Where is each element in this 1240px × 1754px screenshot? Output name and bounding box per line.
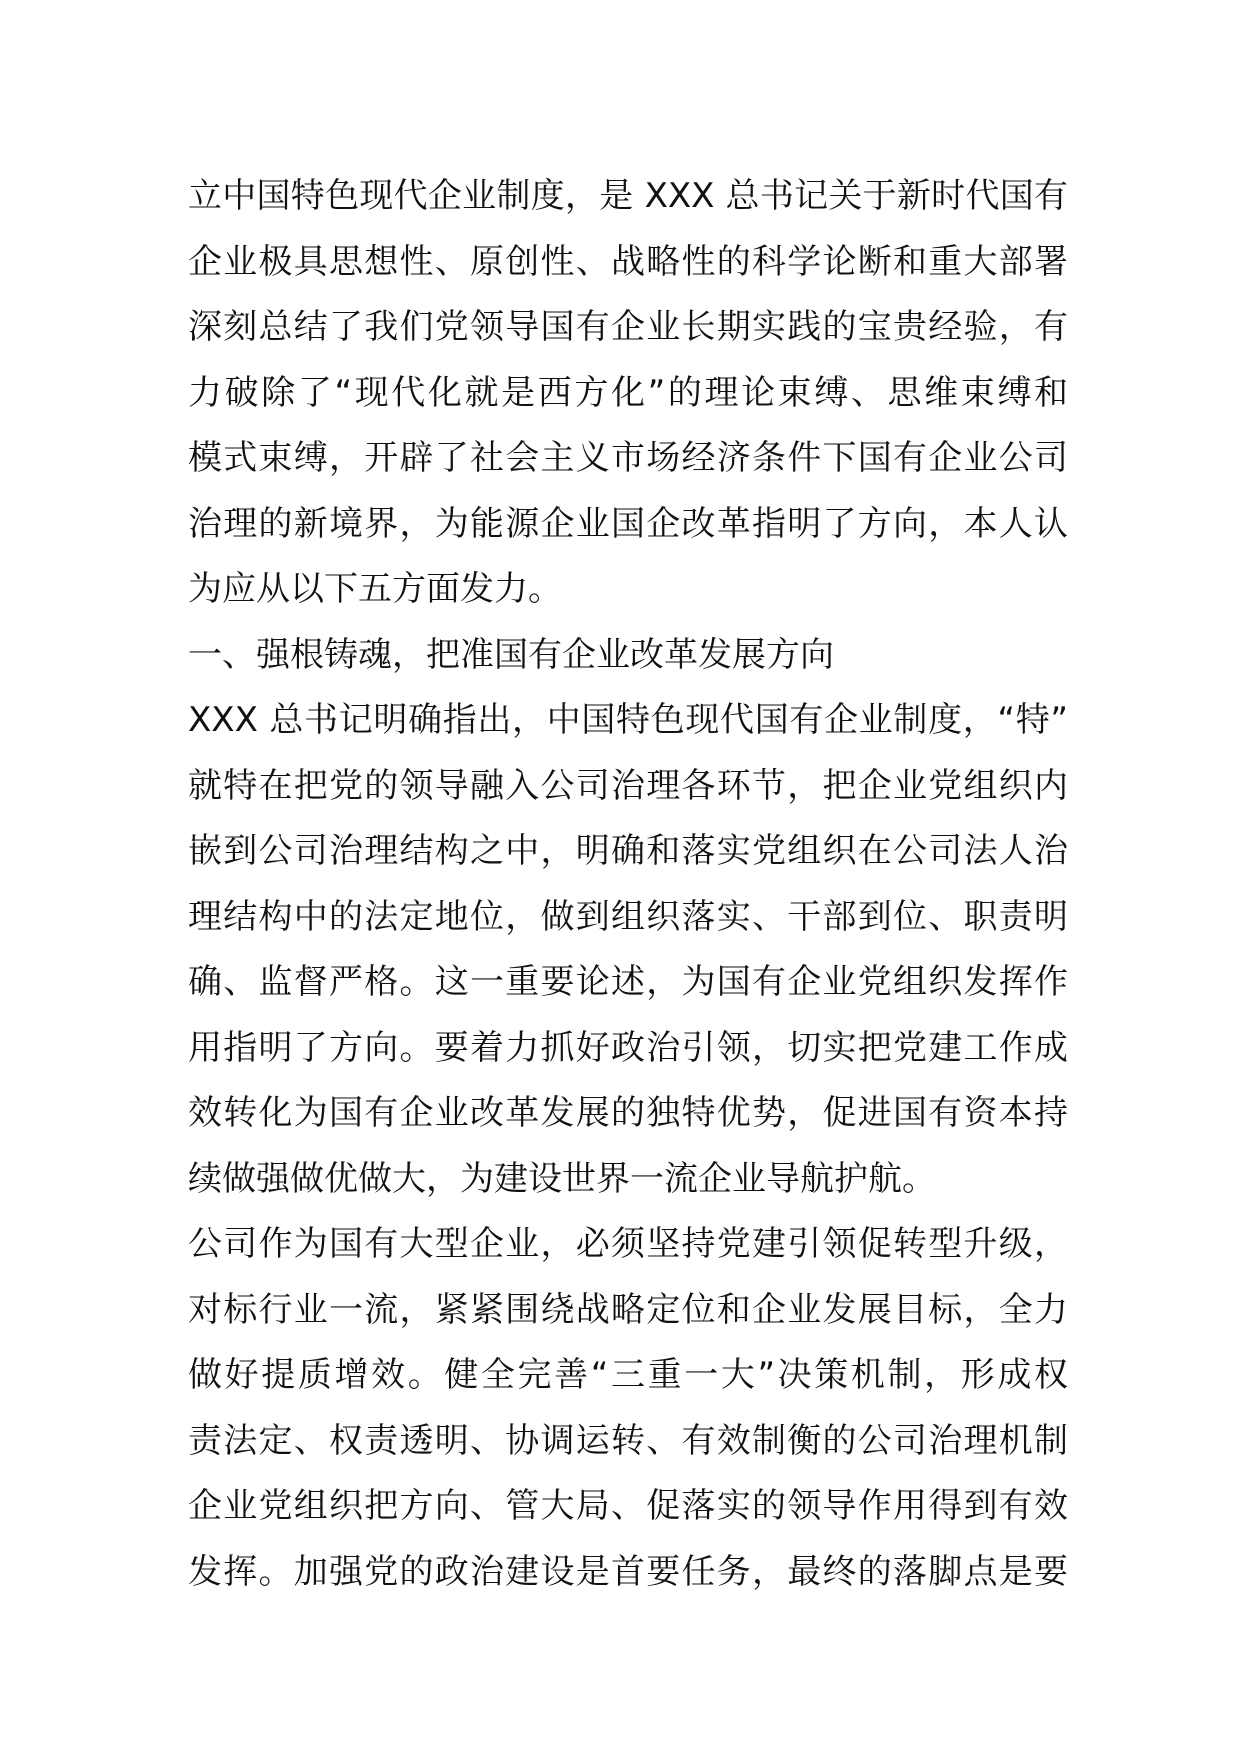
paragraph-line: 公司作为国有大型企业，必须坚持党建引领促转型升级， (188, 1224, 1068, 1264)
paragraph-line: 治理的新境界，为能源企业国企改革指明了方向，本人认 (188, 503, 1068, 544)
paragraph-line: 做好提质增效。健全完善“三重一大”决策机制，形成权 (188, 1355, 1068, 1395)
paragraph-line: 用指明了方向。要着力抓好政治引领，切实把党建工作成 (188, 1027, 1068, 1068)
paragraph-line: 模式束缚，开辟了社会主义市场经济条件下国有企业公司 (188, 438, 1068, 478)
paragraph-line: 立中国特色现代企业制度，是 XXX 总书记关于新时代国有 (188, 176, 1068, 216)
paragraph-line: 确、监督严格。这一重要论述，为国有企业党组织发挥作 (188, 962, 1068, 1002)
paragraph-line: 续做强做优做大，为建设世界一流企业导航护航。 (188, 1158, 936, 1199)
paragraph-line: 对标行业一流，紧紧围绕战略定位和企业发展目标，全力 (188, 1289, 1068, 1330)
section-heading: 一、强根铸魂，把准国有企业改革发展方向 (188, 634, 834, 675)
paragraph-line: 发挥。加强党的政治建设是首要任务，最终的落脚点是要 (188, 1551, 1068, 1592)
paragraph-line: 理结构中的法定地位，做到组织落实、干部到位、职责明 (188, 896, 1068, 937)
paragraph-line: 深刻总结了我们党领导国有企业长期实践的宝贵经验，有 (188, 307, 1068, 347)
paragraph-line: XXX 总书记明确指出，中国特色现代国有企业制度，“特” (188, 700, 1068, 740)
paragraph-line: 嵌到公司治理结构之中，明确和落实党组织在公司法人治 (188, 831, 1068, 871)
paragraph-line: 责法定、权责透明、协调运转、有效制衡的公司治理机制 (188, 1420, 1068, 1461)
paragraph-line: 为应从以下五方面发力。 (188, 569, 562, 609)
document-body (188, 164, 1068, 1605)
paragraph-line: 力破除了“现代化就是西方化”的理论束缚、思维束缚和 (188, 372, 1068, 413)
paragraph-line: 企业极具思想性、原创性、战略性的科学论断和重大部署 (188, 241, 1068, 282)
paragraph-line: 就特在把党的领导融入公司治理各环节，把企业党组织内 (188, 765, 1068, 806)
paragraph-line: 企业党组织把方向、管大局、促落实的领导作用得到有效 (188, 1486, 1068, 1526)
paragraph-line: 效转化为国有企业改革发展的独特优势，促进国有资本持 (188, 1093, 1068, 1133)
